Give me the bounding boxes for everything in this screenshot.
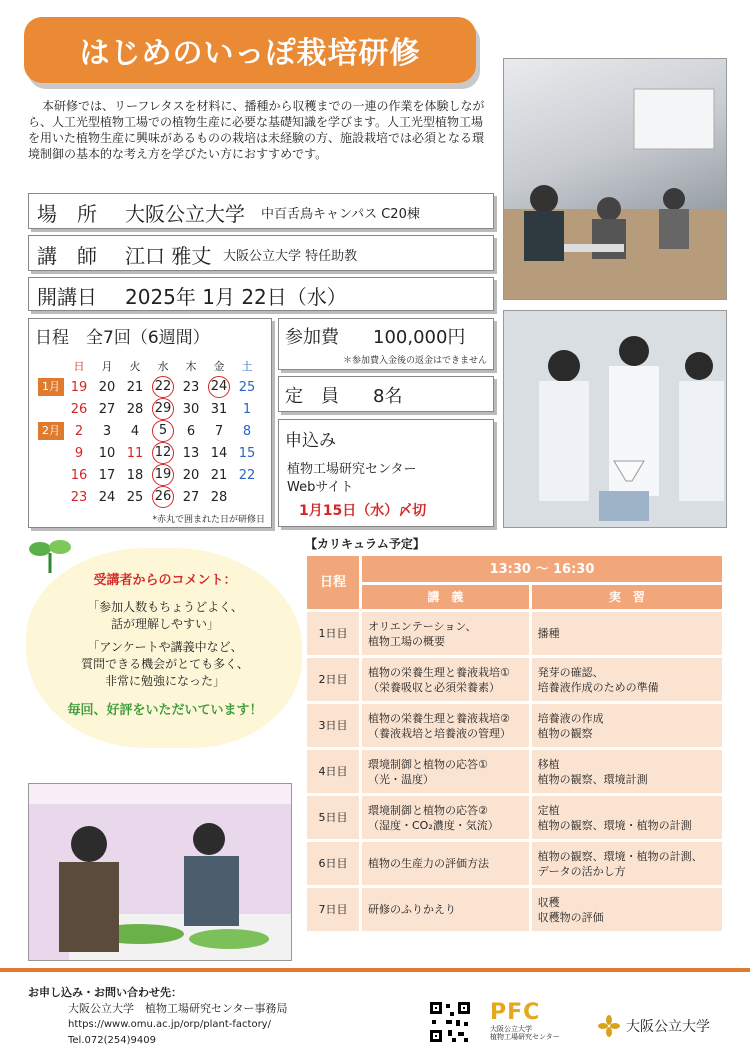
calendar-day: 2: [74, 423, 84, 439]
curriculum-practice: 発芽の確認、 培養液作成のための準備: [532, 658, 725, 704]
curriculum-day: 6日目: [307, 842, 362, 888]
comment-text: [40, 572, 290, 719]
fee-note: ＊参加費入金後の返金はできません: [342, 356, 487, 366]
calendar-day: 27: [98, 401, 116, 417]
calendar-day: 13: [182, 445, 200, 461]
university-name: 大阪公立大学: [626, 1019, 710, 1035]
capacity-value: 8名: [373, 386, 403, 407]
venue-sub: 中百舌鳥キャンパス C20棟: [261, 207, 420, 222]
curriculum-col-lecture: 講 義: [362, 585, 532, 612]
university-logo: [598, 1015, 710, 1037]
growing-illustration: [29, 784, 291, 960]
curriculum-row: [307, 658, 725, 704]
comment-heading: 受講者からのコメント：: [93, 573, 237, 588]
calendar-day: 25: [126, 489, 144, 505]
training-day: 26: [152, 486, 174, 508]
calendar-day: 17: [98, 467, 116, 483]
intro-text: 本研修では、リーフレタスを材料に、播種から収穫までの一連の作業を体験しながら、人工光型植物工場での植物生産に必要な基礎知識を学びます。人工光型植物工場を用いた植物生産に興味があるものの栽培は未経験の方、施設栽培では必須となる環境制御の基本的な考え方を学びたい方におすすめです。: [28, 99, 485, 161]
calendar-day: 15: [238, 445, 256, 461]
page-title: はじめのいっぽ栽培研修: [24, 17, 476, 83]
capacity-label: 定 員: [285, 386, 339, 407]
curriculum-practice: 移植 植物の観察、環境計測: [532, 750, 725, 796]
weekday-wed: 水: [157, 359, 169, 373]
calendar-day: 11: [126, 445, 144, 461]
comment-2a: 「アンケートや講義中など、: [87, 640, 243, 654]
comment-1a: 「参加人数もちょうどよく、: [87, 600, 243, 614]
curriculum-lecture: 植物の生産力の評価方法: [362, 842, 532, 888]
calendar-day: 22: [238, 467, 256, 483]
pfc-logo-sub2: 植物工場研究センター: [490, 1033, 560, 1041]
calendar-week: [37, 464, 261, 486]
comment-2b: 質問できる機会がとても多く、: [81, 657, 249, 671]
contact-info: [28, 985, 288, 1049]
calendar-day: 20: [98, 379, 116, 395]
training-day: 19: [152, 464, 174, 486]
contact-tel: Tel.072(254)9409: [68, 1035, 156, 1046]
calendar-day: 25: [238, 379, 256, 395]
weekday-mon: 月: [101, 359, 113, 373]
training-day: 24: [208, 376, 230, 398]
curriculum-practice: 培養液の作成 植物の観察: [532, 704, 725, 750]
calendar-day: 4: [130, 423, 140, 439]
calendar-week: [37, 420, 261, 442]
weekday-sat: 土: [241, 359, 253, 373]
apply-line1: 植物工場研究センター: [287, 462, 417, 477]
curriculum-table: [307, 556, 725, 934]
calendar-day: 14: [210, 445, 228, 461]
university-emblem-icon: [598, 1015, 620, 1037]
curriculum-day: 2日目: [307, 658, 362, 704]
comment-2c: 非常に勉強になった」: [104, 674, 225, 688]
curriculum-lecture: オリエンテーション、 植物工場の概要: [362, 612, 532, 658]
curriculum-row: [307, 842, 725, 888]
curriculum-time: 13:30 ～ 16:30: [362, 556, 725, 585]
classroom-photo: [503, 58, 727, 300]
calendar-week: [37, 398, 261, 420]
calendar-day: 18: [126, 467, 144, 483]
lab-illustration: [504, 311, 726, 527]
classroom-illustration: [504, 59, 726, 299]
calendar-day: 21: [210, 467, 228, 483]
curriculum-day: 4日目: [307, 750, 362, 796]
month-tag-jan: 1月: [38, 378, 64, 396]
schedule-label: 日程 全7回（6週間）: [35, 328, 210, 348]
calendar-day: 26: [70, 401, 88, 417]
fee-value: 100,000円: [373, 327, 466, 348]
curriculum-day: 1日目: [307, 612, 362, 658]
lecturer-label: 講 師: [37, 244, 97, 268]
calendar-day: 7: [214, 423, 224, 439]
apply-box: [278, 419, 494, 527]
calendar-week: [37, 442, 261, 464]
lecturer-box: [28, 235, 494, 271]
schedule-note: *赤丸で囲まれた日が研修日: [152, 515, 265, 525]
weekday-thu: 木: [185, 359, 197, 373]
curriculum-practice: 播種: [532, 612, 725, 658]
curriculum-lecture: 環境制御と植物の応答① （光・温度）: [362, 750, 532, 796]
calendar-day: 1: [242, 401, 252, 417]
growing-photo: [28, 783, 292, 961]
curriculum-day: 5日目: [307, 796, 362, 842]
weekday-row: [37, 355, 261, 376]
training-day: 5: [152, 420, 174, 442]
curriculum-practice: 定植 植物の観察、環境・植物の計測: [532, 796, 725, 842]
weekday-fri: 金: [213, 359, 225, 373]
calendar-day: 23: [70, 489, 88, 505]
contact-url[interactable]: https://www.omu.ac.jp/orp/plant-factory/: [68, 1019, 271, 1030]
qr-code-icon[interactable]: [428, 1000, 472, 1044]
sprout-icon: [28, 535, 72, 575]
curriculum-practice: 植物の観察、環境・植物の計測、 データの活かし方: [532, 842, 725, 888]
venue-main: 大阪公立大学: [125, 202, 245, 226]
calendar-day: 9: [74, 445, 84, 461]
pfc-logo: [490, 1000, 570, 1041]
lab-photo: [503, 310, 727, 528]
curriculum-lecture: 研修のふりかえり: [362, 888, 532, 934]
pfc-logo-sub1: 大阪公立大学: [490, 1025, 532, 1033]
calendar-grid: [37, 355, 261, 508]
calendar-day: 3: [102, 423, 112, 439]
curriculum-row: [307, 888, 725, 934]
calendar-day: 20: [182, 467, 200, 483]
apply-deadline: 1月15日（水）〆切: [299, 503, 427, 519]
lecturer-main: 江口 雅丈: [125, 244, 212, 268]
curriculum-lecture: 環境制御と植物の応答② （湿度・CO₂濃度・気流）: [362, 796, 532, 842]
training-day: 22: [152, 376, 174, 398]
calendar-day: 30: [182, 401, 200, 417]
comment-closing: 毎回、好評をいただいています！: [67, 703, 263, 718]
calendar-day: 16: [70, 467, 88, 483]
calendar-day: 21: [126, 379, 144, 395]
apply-label: 申込み: [285, 431, 336, 451]
calendar-day: 19: [70, 379, 88, 395]
curriculum-col-practice: 実 習: [532, 585, 725, 612]
lecturer-sub: 大阪公立大学 特任助教: [223, 249, 358, 264]
calendar-day: 27: [182, 489, 200, 505]
calendar-day: 23: [182, 379, 200, 395]
curriculum-row: [307, 750, 725, 796]
calendar-day: 31: [210, 401, 228, 417]
training-day: 12: [152, 442, 174, 464]
calendar-day: 28: [210, 489, 228, 505]
curriculum-practice: 収穫 収穫物の評価: [532, 888, 725, 934]
curriculum-lecture: 植物の栄養生理と養液栽培① （栄養吸収と必須栄養素）: [362, 658, 532, 704]
calendar-day: 8: [242, 423, 252, 439]
venue-label: 場 所: [37, 202, 97, 226]
curriculum-day: 7日目: [307, 888, 362, 934]
fee-box: [278, 318, 494, 370]
calendar-day: [233, 486, 261, 508]
curriculum-col-day: 日程: [307, 556, 362, 612]
training-day: 29: [152, 398, 174, 420]
weekday-sun: 日: [73, 359, 85, 373]
curriculum-day: 3日目: [307, 704, 362, 750]
calendar-week: [37, 376, 261, 398]
footer-divider: [0, 968, 750, 972]
calendar-week: [37, 486, 261, 508]
schedule-calendar: [28, 318, 272, 528]
fee-label: 参加費: [285, 327, 339, 348]
curriculum-row: [307, 704, 725, 750]
calendar-day: 10: [98, 445, 116, 461]
month-tag-feb: 2月: [38, 422, 64, 440]
calendar-day: 6: [186, 423, 196, 439]
start-value: 2025年 1月 22日（水）: [125, 285, 347, 309]
curriculum-row: [307, 796, 725, 842]
start-label: 開講日: [37, 285, 97, 309]
pfc-logo-mark: PFC: [490, 1000, 541, 1025]
apply-line2: Webサイト: [287, 480, 354, 495]
curriculum-heading: 【カリキュラム予定】: [305, 537, 425, 551]
contact-heading: お申し込み・お問い合わせ先：: [28, 986, 182, 999]
curriculum-row: [307, 612, 725, 658]
weekday-tue: 火: [129, 359, 141, 373]
capacity-box: [278, 376, 494, 412]
start-date-box: [28, 277, 494, 311]
calendar-day: 24: [98, 489, 116, 505]
curriculum-lecture: 植物の栄養生理と養液栽培② （養液栽培と培養液の管理）: [362, 704, 532, 750]
contact-org: 大阪公立大学 植物工場研究センター事務局: [68, 1002, 288, 1015]
comment-1b: 話が理解しやすい」: [110, 617, 219, 631]
venue-box: [28, 193, 494, 229]
calendar-day: 28: [126, 401, 144, 417]
